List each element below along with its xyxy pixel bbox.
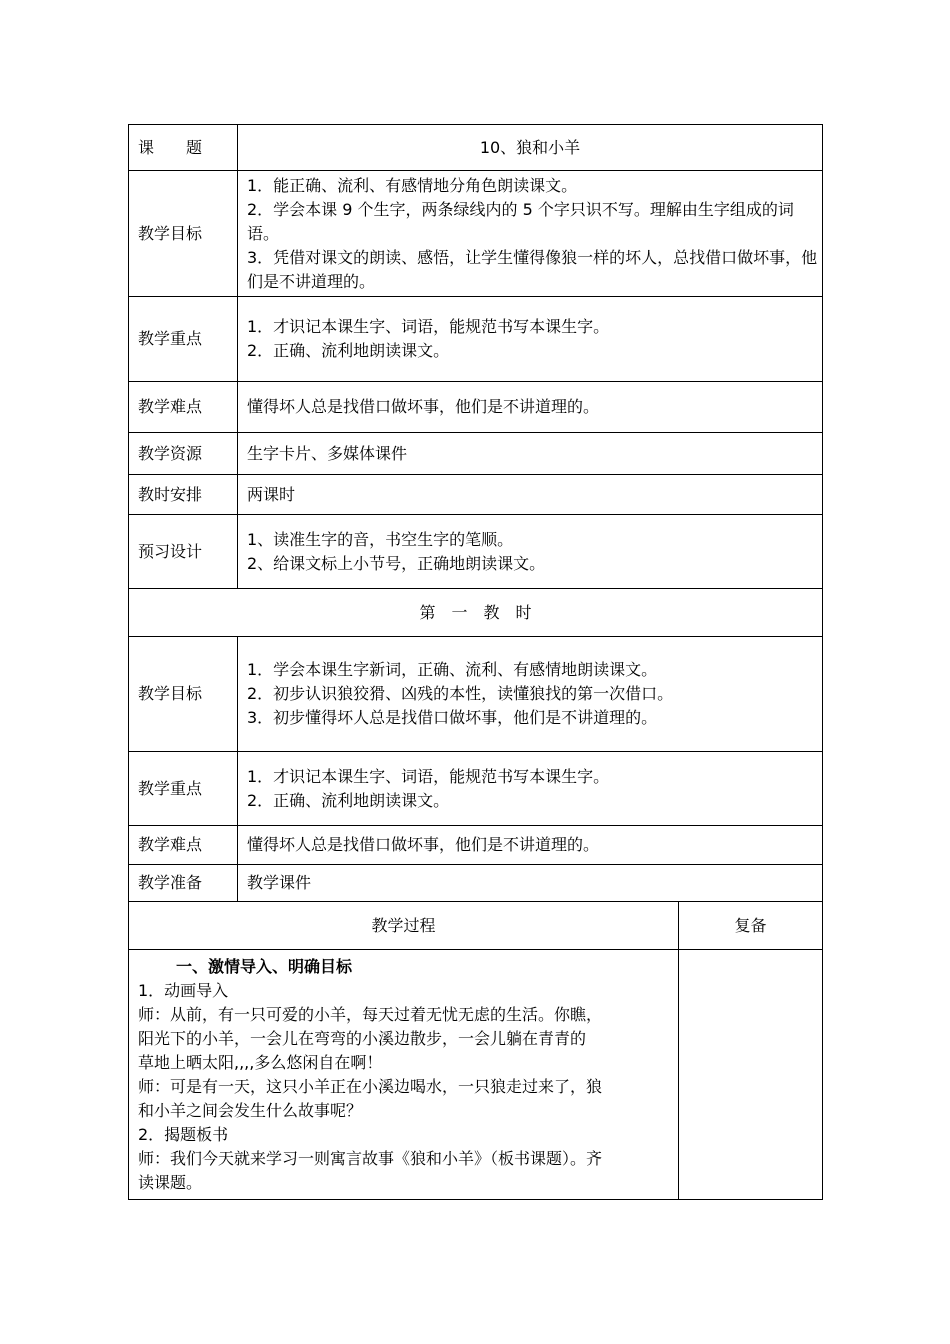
review-cell [679,950,823,1200]
resources-label: 教学资源 [129,433,238,475]
process-body-row [129,950,823,1200]
lesson-goal-item: 3．初步懂得坏人总是找借口做坏事，他们是不讲道理的。 [247,708,658,727]
key-point-item: 2．正确、流利地朗读课文。 [247,341,450,360]
process-line: 阳光下的小羊，一会儿在弯弯的小溪边散步，一会儿躺在青青的 [138,1028,587,1048]
difficulty-row [129,382,823,433]
topic-value: 10、狼和小羊 [238,125,823,171]
schedule-content: 两课时 [238,475,823,515]
process-line: 和小羊之间会发生什么故事呢？ [138,1100,363,1120]
lesson-key-points-content [238,752,823,826]
goal-item: 3．凭借对课文的朗读、感悟，让学生懂得像狼一样的坏人，总找借口做坏事，他们是不讲道理的。 [247,247,818,291]
lesson-title: 第 一 教 时 [129,589,823,637]
key-points-content [238,297,823,382]
process-header-row [129,902,823,950]
lesson-difficulty-row [129,826,823,865]
lesson-key-points-row [129,752,823,826]
lesson-goals-label: 教学目标 [129,637,238,752]
preview-item: 2、给课文标上小节号，正确地朗读课文。 [247,553,546,573]
topic-label: 课 题 [129,125,238,171]
prep-label: 教学准备 [129,865,238,902]
prep-content: 教学课件 [238,865,823,902]
lesson-key-points-label: 教学重点 [129,752,238,826]
process-line: 师：我们今天就来学习一则寓言故事《狼和小羊》（板书课题）。齐 [138,1148,603,1168]
process-section-title: 一、激情导入、明确目标 [176,956,353,976]
key-points-row [129,297,823,382]
process-line: 1．动画导入 [138,980,229,1000]
lesson-plan-table [128,124,823,1200]
lesson-key-point-item: 2．正确、流利地朗读课文。 [247,790,450,810]
lesson-goal-item: 2．初步认识狼狡猾、凶残的本性，读懂狼找的第一次借口。 [247,684,674,703]
goal-item: 1．能正确、流利、有感情地分角色朗读课文。 [247,175,578,195]
lesson-goals-content [238,637,823,752]
preview-label: 预习设计 [129,515,238,589]
process-content [129,950,679,1200]
preview-content [238,515,823,589]
lesson-goal-item: 1．学会本课生字新词，正确、流利、有感情地朗读课文。 [247,660,658,679]
process-line: 读课题。 [138,1172,203,1192]
schedule-row [129,475,823,515]
lesson-difficulty-label: 教学难点 [129,826,238,865]
key-point-item: 1．才识记本课生字、词语，能规范书写本课生字。 [247,317,610,336]
difficulty-label: 教学难点 [129,382,238,433]
preview-item: 1、读准生字的音，书空生字的笔顺。 [247,529,514,549]
resources-content: 生字卡片、多媒体课件 [238,433,823,475]
goal-item: 2．学会本课 9 个生字，两条绿线内的 5 个字只识不写。理解由生字组成的词语。 [247,199,794,243]
topic-row [129,125,823,171]
goals-row [129,171,823,297]
lesson-goals-row [129,637,823,752]
key-points-label: 教学重点 [129,297,238,382]
prep-row [129,865,823,902]
process-line: 草地上晒太阳,,,,多么悠闲自在啊！ [138,1052,383,1072]
lesson-key-point-item: 1．才识记本课生字、词语，能规范书写本课生字。 [247,766,610,786]
goals-content [238,171,823,297]
difficulty-content: 懂得坏人总是找借口做坏事，他们是不讲道理的。 [238,382,823,433]
process-line: 2．揭题板书 [138,1124,229,1144]
lesson-title-row [129,589,823,637]
process-line: 师：可是有一天，这只小羊正在小溪边喝水，一只狼走过来了，狼 [138,1076,603,1096]
preview-row [129,515,823,589]
lesson-difficulty-content: 懂得坏人总是找借口做坏事，他们是不讲道理的。 [238,826,823,865]
review-header: 复备 [679,902,823,950]
resources-row [129,433,823,475]
goals-label: 教学目标 [129,171,238,297]
process-line: 师：从前，有一只可爱的小羊，每天过着无忧无虑的生活。你瞧， [138,1004,603,1024]
schedule-label: 教时安排 [129,475,238,515]
process-header: 教学过程 [129,902,679,950]
